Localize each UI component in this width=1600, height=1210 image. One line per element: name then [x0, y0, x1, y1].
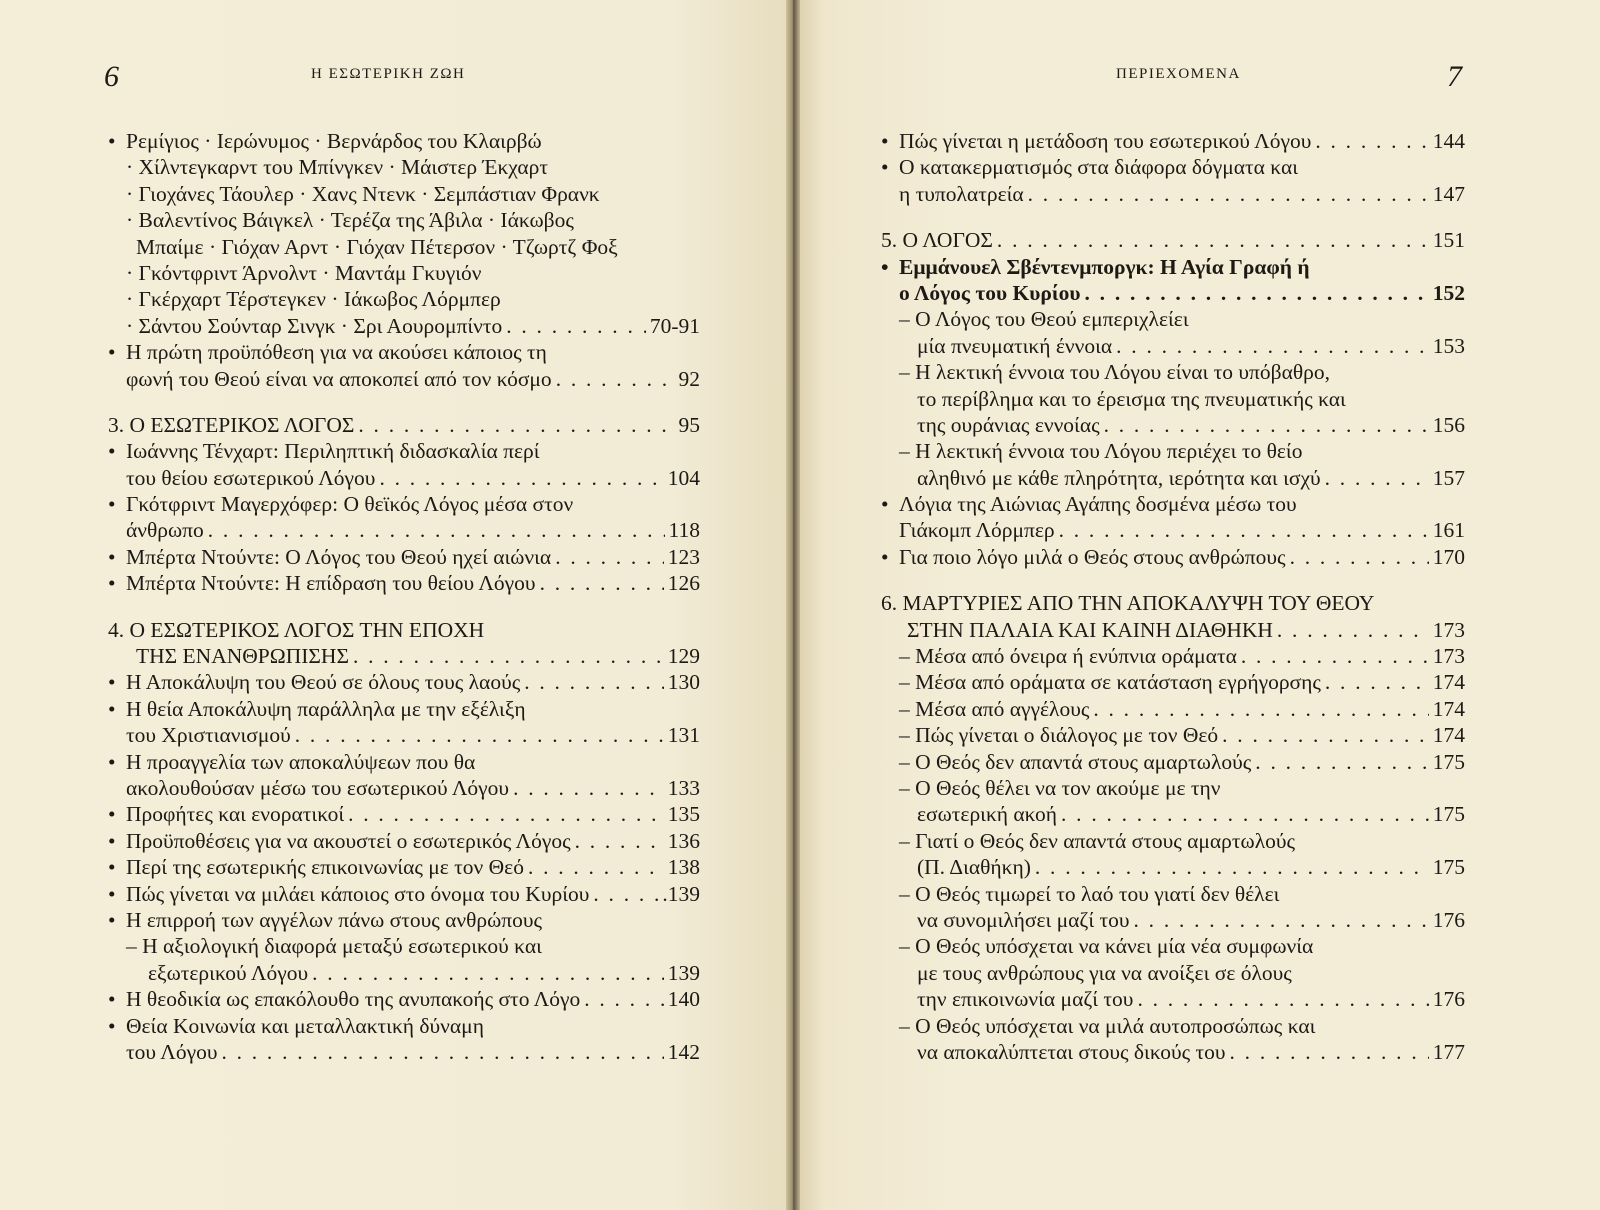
- toc-entry-text: – Ο Θεός δεν απαντά στους αμαρτωλούς: [899, 749, 1252, 774]
- toc-entry: [108, 286, 700, 312]
- toc-entry-text: αληθινό με κάθε πληρότητα, ιερότητα και ισχύ: [917, 465, 1321, 490]
- toc-page-number: 153: [1432, 333, 1465, 358]
- toc-entry: [881, 696, 1465, 722]
- bullet-icon: •: [108, 696, 116, 721]
- toc-entry-text: Μπέρτα Ντούντε: Η επίδραση του θείου Λόγου: [126, 571, 536, 596]
- toc-page-number: 170: [1432, 544, 1465, 569]
- dot-leader: [379, 465, 663, 491]
- toc-entry: [108, 412, 700, 438]
- running-head: Η ΕΣΩΤΕΡΙΚΗ ΖΩΗ: [311, 66, 466, 82]
- toc-entry: [881, 722, 1465, 748]
- running-head: ΠΕΡΙΕΧΟΜΕΝΑ: [1116, 66, 1241, 82]
- toc-entry-text: Ρεμίγιος · Ιερώνυμος · Βερνάρδος του Κλαιρβώ: [126, 129, 542, 153]
- toc-entry: [108, 643, 700, 669]
- toc-page-number: 92: [678, 366, 700, 391]
- toc-page-number: 136: [667, 828, 700, 853]
- toc-page-number: 175: [1432, 749, 1465, 774]
- dot-leader: [513, 775, 664, 801]
- toc-page-number: 142: [667, 1039, 700, 1064]
- toc-entry: [108, 313, 700, 339]
- toc-page-number: 173: [1432, 617, 1465, 642]
- dot-leader: [353, 643, 664, 669]
- bullet-icon: •: [108, 828, 116, 853]
- bullet-icon: •: [108, 1013, 116, 1038]
- page-number: 7: [1447, 60, 1462, 93]
- toc-page-number: 173: [1432, 644, 1465, 669]
- dot-leader: [358, 412, 674, 438]
- toc-entry: [108, 465, 700, 491]
- bullet-icon: •: [881, 544, 889, 569]
- toc-entry: [108, 128, 700, 154]
- toc-entry-text: της ουράνιας εννοίας: [917, 412, 1100, 437]
- toc-entry: [881, 280, 1465, 306]
- toc-page-number: 140: [667, 987, 700, 1012]
- toc-entry: [881, 154, 1465, 180]
- toc-entry: [108, 881, 700, 907]
- dot-leader: [348, 801, 664, 827]
- toc-list: [108, 128, 700, 1065]
- toc-page-number: 174: [1432, 696, 1465, 721]
- toc-page-number: 161: [1432, 518, 1465, 543]
- dot-leader: [1325, 465, 1429, 491]
- toc-entry: [881, 491, 1465, 517]
- toc-entry-text: 6. ΜΑΡΤΥΡΙΕΣ ΑΠΟ ΤΗΝ ΑΠΟΚΑΛΥΨΗ ΤΟΥ ΘΕΟΥ: [881, 591, 1375, 616]
- toc-entry: [108, 570, 700, 596]
- toc-entry-text: Η θεία Αποκάλυψη παράλληλα με την εξέλιξη: [126, 696, 526, 721]
- toc-entry-text: – Πώς γίνεται ο διάλογος με τον Θεό: [899, 723, 1219, 748]
- toc-entry-text: άνθρωπο: [126, 518, 204, 543]
- toc-page-number: 123: [667, 544, 700, 569]
- toc-page-number: 139: [667, 960, 700, 985]
- toc-page-number: 156: [1432, 412, 1465, 437]
- dot-leader: [1035, 854, 1429, 880]
- toc-entry: [108, 154, 700, 180]
- bullet-icon: •: [881, 492, 889, 517]
- dot-leader: [1290, 544, 1429, 570]
- bullet-icon: •: [108, 571, 116, 596]
- dot-leader: [575, 828, 664, 854]
- toc-entry: [881, 181, 1465, 207]
- toc-page-number: 176: [1432, 987, 1465, 1012]
- toc-entry: [108, 986, 700, 1012]
- toc-entry-text: – Γιατί ο Θεός δεν απαντά στους αμαρτωλούς: [899, 828, 1296, 853]
- toc-entry: [108, 1013, 700, 1039]
- dot-leader: [524, 669, 664, 695]
- toc-entry: [108, 617, 700, 643]
- toc-entry-text: Πώς γίνεται να μιλάει κάποιος στο όνομα του Κυρίου: [126, 881, 590, 906]
- toc-entry-text: Η Αποκάλυψη του Θεού σε όλους τους λαούς: [126, 670, 521, 695]
- toc-entry-text: · Βαλεντίνος Βάιγκελ · Τερέζα της Άβιλα · Ιάκωβος: [126, 208, 574, 233]
- toc-entry-text: Λόγια της Αιώνιας Αγάπης δοσμένα μέσω του: [899, 492, 1297, 517]
- toc-page-number: .139: [662, 881, 700, 906]
- toc-entry: [881, 617, 1465, 643]
- toc-entry-text: – Μέσα από όνειρα ή ενύπνια οράματα: [899, 644, 1237, 669]
- section-gap: [108, 392, 700, 412]
- toc-entry: [108, 722, 700, 748]
- toc-entry-text: να αποκαλύπτεται στους δικούς του: [917, 1039, 1226, 1064]
- toc-entry-text: – Ο Λόγος του Θεού εμπεριχλείει: [899, 307, 1189, 332]
- bullet-icon: •: [108, 670, 116, 695]
- toc-entry: [881, 775, 1465, 801]
- dot-leader: [1241, 643, 1429, 669]
- toc-page-number: 129: [667, 644, 700, 669]
- toc-entry-text: Θεία Κοινωνία και μεταλλακτική δύναμη: [126, 1013, 484, 1038]
- toc-entry: [108, 366, 700, 392]
- dot-leader: [1137, 986, 1428, 1012]
- bullet-icon: •: [108, 855, 116, 880]
- toc-entry-text: του θείου εσωτερικού Λόγου: [126, 465, 376, 490]
- toc-entry-text: – Μέσα από αγγέλους: [899, 696, 1090, 721]
- toc-page-number: 176: [1432, 907, 1465, 932]
- dot-leader: [1104, 412, 1429, 438]
- toc-entry: [881, 544, 1465, 570]
- left-page: [0, 0, 793, 1210]
- toc-entry-text: Η πρώτη προϋπόθεση για να ακούσει κάποιος τη: [126, 340, 547, 365]
- toc-entry-text: · Γκέρχαρτ Τέρστεγκεν · Ιάκωβος Λόρμπερ: [126, 287, 501, 312]
- dot-leader: [506, 313, 646, 339]
- toc-entry-text: ο Λόγος του Κυρίου: [899, 280, 1081, 305]
- toc-entry-text: – Μέσα από οράματα σε κατάσταση εγρήγορσης: [899, 670, 1321, 695]
- toc-entry: [108, 907, 700, 933]
- dot-leader: [1255, 749, 1428, 775]
- toc-page-number: 144: [1432, 129, 1465, 153]
- toc-entry: [881, 828, 1465, 854]
- toc-page-number: 95: [678, 412, 700, 437]
- toc-entry-text: ΣΤΗΝ ΠΑΛΑΙΑ ΚΑΙ ΚΑΙΝΗ ΔΙΑΘΗΚΗ: [907, 617, 1273, 642]
- toc-entry-text: Η επιρροή των αγγέλων πάνω στους ανθρώπους: [126, 907, 543, 932]
- toc-page-number: 118: [668, 518, 700, 543]
- dot-leader: [1116, 333, 1429, 359]
- toc-entry: [881, 254, 1465, 280]
- toc-entry-text: να συνομιλήσει μαζί του: [917, 907, 1130, 932]
- bullet-icon: •: [108, 749, 116, 774]
- toc-entry: [881, 986, 1465, 1012]
- toc-entry: [881, 669, 1465, 695]
- toc-entry-text: Ο κατακερματισμός στα διάφορα δόγματα και: [899, 155, 1298, 180]
- toc-page-number: 135: [667, 802, 700, 827]
- dot-leader: [295, 722, 664, 748]
- bullet-icon: •: [881, 254, 889, 279]
- toc-entry: [108, 854, 700, 880]
- right-page: [793, 0, 1600, 1210]
- bullet-icon: •: [108, 881, 116, 906]
- section-gap: [881, 570, 1465, 590]
- toc-entry: [881, 359, 1465, 385]
- toc-entry-text: 5. Ο ΛΟΓΟΣ: [881, 228, 993, 253]
- toc-list: [881, 128, 1465, 1065]
- toc-page-number: 177: [1432, 1039, 1465, 1064]
- toc-page-number: 70-91: [649, 313, 700, 338]
- toc-entry: [881, 960, 1465, 986]
- toc-entry-text: (Π. Διαθήκη): [917, 855, 1031, 880]
- toc-entry-text: ΤΗΣ ΕΝΑΝΘΡΩΠΙΣΗΣ: [136, 644, 349, 669]
- toc-entry: [881, 227, 1465, 253]
- toc-entry-text: του Λόγου: [126, 1039, 218, 1064]
- bullet-icon: •: [881, 155, 889, 180]
- toc-entry-text: Προϋποθέσεις για να ακουστεί ο εσωτερικός Λόγος: [126, 828, 571, 853]
- toc-entry-text: εσωτερική ακοή: [917, 802, 1058, 827]
- toc-entry-text: Εμμάνουελ Σβέντενμποργκ: Η Αγία Γραφή ή: [899, 254, 1310, 279]
- toc-entry: [108, 933, 700, 959]
- toc-entry: [108, 1039, 700, 1065]
- toc-entry: [108, 828, 700, 854]
- toc-entry: [881, 933, 1465, 959]
- toc-entry-text: Μπέρτα Ντούντε: Ο Λόγος του Θεού ηχεί αιώνια: [126, 544, 552, 569]
- toc-entry-text: – Ο Θεός υπόσχεται να κάνει μία νέα συμφωνία: [899, 934, 1314, 959]
- toc-entry: [881, 749, 1465, 775]
- toc-page-number: 130: [667, 670, 700, 695]
- toc-entry: [108, 801, 700, 827]
- toc-entry-text: · Σάντου Σούνταρ Σινγκ · Σρι Αουρομπίντο: [126, 313, 503, 338]
- dot-leader: [997, 227, 1429, 253]
- toc-entry-text: · Χίλντεγκαρντ του Μπίνγκεν · Μάιστερ Έκχαρτ: [126, 155, 548, 180]
- toc-entry: [108, 181, 700, 207]
- toc-entry: [108, 339, 700, 365]
- toc-entry: [881, 854, 1465, 880]
- toc-entry: [108, 696, 700, 722]
- toc-entry: [108, 960, 700, 986]
- toc-entry: [108, 438, 700, 464]
- bullet-icon: •: [108, 129, 116, 153]
- toc-page-number: 175: [1432, 855, 1465, 880]
- dot-leader: [1277, 617, 1429, 643]
- dot-leader: [1093, 696, 1428, 722]
- toc-entry-text: · Γκόντφριντ Άρνολντ · Μαντάμ Γκυγιόν: [126, 260, 482, 285]
- bullet-icon: •: [881, 129, 889, 153]
- toc-entry: [108, 491, 700, 517]
- dot-leader: [1222, 722, 1429, 748]
- toc-entry-text: ακολουθούσαν μέσω του εσωτερικού Λόγου: [126, 775, 510, 800]
- toc-entry: [881, 590, 1465, 616]
- toc-entry: [881, 128, 1465, 154]
- dot-leader: [1134, 907, 1429, 933]
- toc-page-number: 174: [1432, 723, 1465, 748]
- toc-entry-text: του Χριστιανισμού: [126, 723, 291, 748]
- dot-leader: [221, 1039, 663, 1065]
- dot-leader: [1085, 280, 1429, 306]
- bullet-icon: •: [108, 987, 116, 1012]
- section-gap: [108, 597, 700, 617]
- toc-entry: [881, 643, 1465, 669]
- toc-entry: [108, 260, 700, 286]
- dot-leader: [555, 544, 664, 570]
- toc-entry-text: · Γιοχάνες Τάουλερ · Χανς Ντενκ · Σεμπάστιαν Φρανκ: [126, 181, 600, 206]
- toc-page-number: 138: [667, 855, 700, 880]
- toc-entry-text: – Η λεκτική έννοια του Λόγου περιέχει το θείο: [899, 439, 1303, 464]
- toc-entry: [881, 465, 1465, 491]
- toc-page-number: 147: [1432, 181, 1465, 206]
- toc-entry-text: Προφήτες και ενορατικοί: [126, 802, 345, 827]
- dot-leader: [1315, 128, 1428, 154]
- toc-entry: [108, 775, 700, 801]
- toc-entry: [881, 412, 1465, 438]
- page-number: 6: [104, 60, 119, 93]
- toc-entry: [881, 881, 1465, 907]
- toc-entry: [108, 669, 700, 695]
- toc-entry: [108, 517, 700, 543]
- toc-page-number: 133: [667, 775, 700, 800]
- toc-entry: [881, 306, 1465, 332]
- toc-entry-text: Η προαγγελία των αποκαλύψεων που θα: [126, 749, 476, 774]
- book-gutter: [786, 0, 800, 1210]
- bullet-icon: •: [108, 492, 116, 517]
- dot-leader: [1230, 1039, 1429, 1065]
- dot-leader: [1061, 801, 1429, 827]
- toc-entry: [881, 907, 1465, 933]
- dot-leader: [528, 854, 664, 880]
- toc-entry-text: Ιωάννης Τένχαρτ: Περιληπτική διδασκαλία περί: [126, 439, 540, 464]
- toc-page-number: 131: [667, 723, 700, 748]
- bullet-icon: •: [108, 439, 116, 464]
- toc-entry-text: φωνή του Θεού είναι να αποκοπεί από τον κόσμο: [126, 366, 552, 391]
- toc-entry-text: – Ο Θεός τιμωρεί το λαό του γιατί δεν θέλει: [899, 881, 1280, 906]
- toc-entry-text: – Η λεκτική έννοια του Λόγου είναι το υπόβαθρο,: [899, 360, 1330, 385]
- toc-page-number: 152: [1432, 280, 1465, 305]
- toc-entry-text: – Ο Θεός υπόσχεται να μιλά αυτοπροσώπως και: [899, 1013, 1316, 1038]
- toc-entry-text: Πώς γίνεται η μετάδοση του εσωτερικού Λόγου: [899, 129, 1312, 153]
- dot-leader: [584, 986, 664, 1012]
- toc-entry: [881, 1039, 1465, 1065]
- toc-entry-text: Μπαίμε · Γιόχαν Αρντ · Γιόχαν Πέτερσον · Τζωρτζ Φοξ: [136, 234, 618, 259]
- toc-page-number: 174: [1432, 670, 1465, 695]
- toc-page-number: 126: [667, 571, 700, 596]
- toc-entry-text: 4. Ο ΕΣΩΤΕΡΙΚΟΣ ΛΟΓΟΣ ΤΗΝ ΕΠΟΧΗ: [108, 617, 485, 642]
- dot-leader: [593, 881, 658, 907]
- toc-entry-text: Περί της εσωτερικής επικοινωνίας με τον Θεό: [126, 855, 524, 880]
- toc-entry-text: Για ποιο λόγο μιλά ο Θεός στους ανθρώπους: [899, 544, 1286, 569]
- toc-entry-text: η τυπολατρεία: [899, 181, 1024, 206]
- toc-entry: [881, 438, 1465, 464]
- toc-entry-text: Γιάκομπ Λόρμπερ: [899, 518, 1055, 543]
- bullet-icon: •: [108, 802, 116, 827]
- toc-entry: [108, 544, 700, 570]
- toc-entry: [881, 517, 1465, 543]
- toc-entry-text: – Η αξιολογική διαφορά μεταξύ εσωτερικού και: [126, 934, 542, 959]
- section-gap: [881, 207, 1465, 227]
- toc-page-number: 157: [1432, 465, 1465, 490]
- toc-entry-text: Η θεοδικία ως επακόλουθο της ανυπακοής στο Λόγο: [126, 987, 581, 1012]
- toc-entry: [881, 333, 1465, 359]
- toc-entry-text: εξωτερικού Λόγου: [148, 960, 309, 985]
- toc-entry: [108, 749, 700, 775]
- toc-page-number: 151: [1432, 228, 1465, 253]
- dot-leader: [1028, 181, 1429, 207]
- bullet-icon: •: [108, 544, 116, 569]
- bullet-icon: •: [108, 340, 116, 365]
- toc-entry-text: Γκότφριντ Μαγερχόφερ: Ο θεϊκός Λόγος μέσα στον: [126, 492, 574, 517]
- toc-page-number: 175: [1432, 802, 1465, 827]
- toc-entry: [881, 1013, 1465, 1039]
- dot-leader: [1325, 669, 1429, 695]
- dot-leader: [312, 960, 664, 986]
- dot-leader: [540, 570, 664, 596]
- toc-entry: [881, 386, 1465, 412]
- dot-leader: [556, 366, 675, 392]
- bullet-icon: •: [108, 907, 116, 932]
- toc-entry: [108, 207, 700, 233]
- toc-page-number: 104: [667, 465, 700, 490]
- toc-entry-text: – Ο Θεός θέλει να τον ακούμε με την: [899, 775, 1221, 800]
- toc-entry-text: μία πνευματική έννοια: [917, 333, 1113, 358]
- dot-leader: [208, 517, 665, 543]
- toc-entry-text: το περίβλημα και το έρεισμα της πνευματικής και: [917, 386, 1346, 411]
- toc-entry-text: την επικοινωνία μαζί του: [917, 987, 1134, 1012]
- toc-entry-text: με τους ανθρώπους για να ανοίξει σε όλους: [917, 960, 1292, 985]
- dot-leader: [1059, 517, 1429, 543]
- toc-entry-text: 3. Ο ΕΣΩΤΕΡΙΚΟΣ ΛΟΓΟΣ: [108, 412, 355, 437]
- toc-entry: [881, 801, 1465, 827]
- toc-entry: [108, 234, 700, 260]
